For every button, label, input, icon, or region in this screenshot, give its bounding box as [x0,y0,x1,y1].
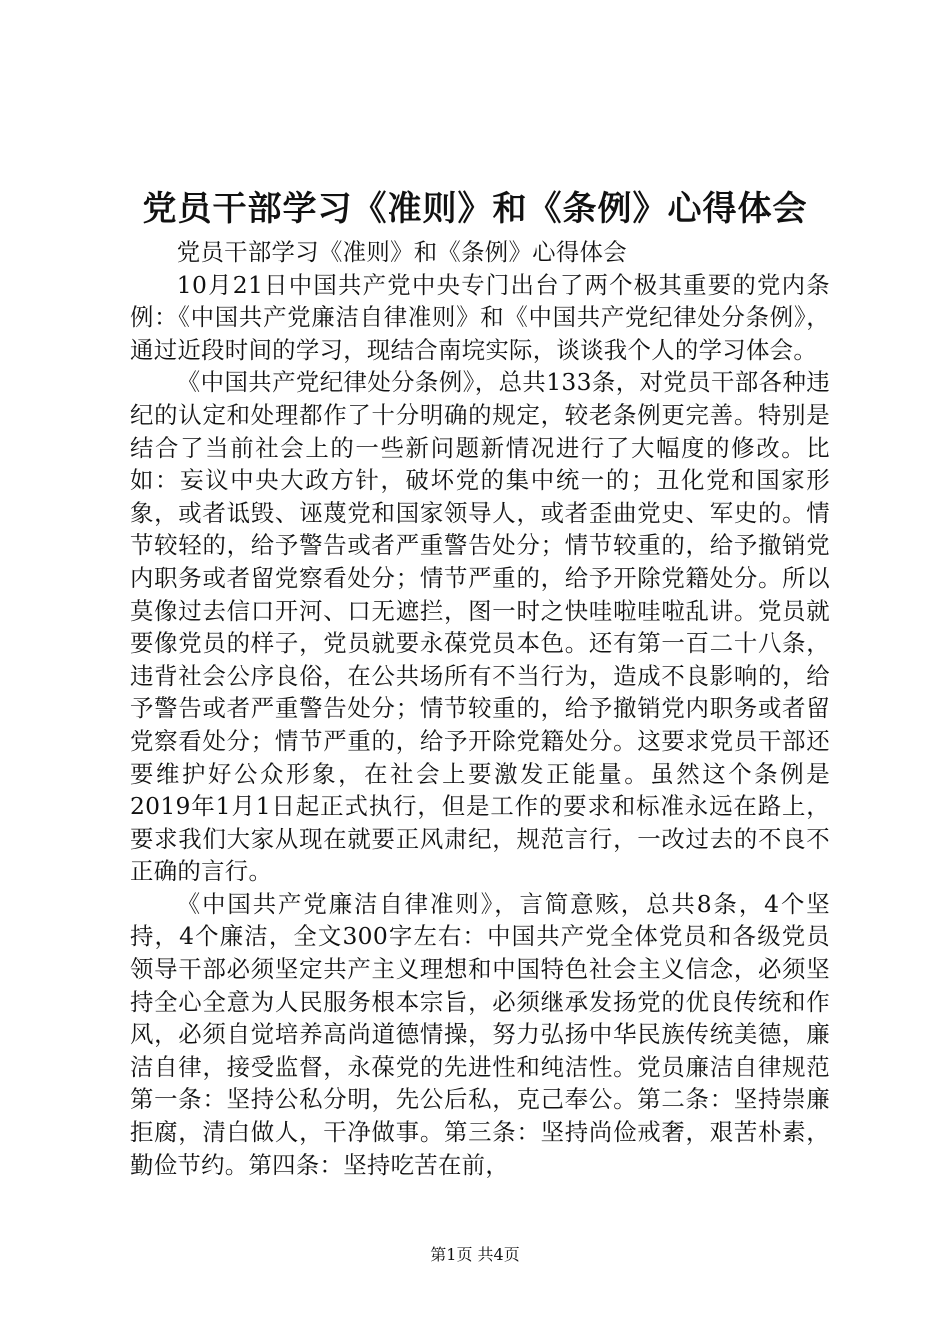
paragraph-regulations: 《中国共产党纪律处分条例》，总共133条，对党员干部各种违纪的认定和处理都作了十分明确的规定，较老条例更完善。特别是结合了当前社会上的一些新问题新情况进行了大幅度的修改。比如：妄议中央大政方针，破坏党的集中统一的；丑化党和国家形象，或者诋毁、诬蔑党和国家领导人，或者歪曲党史、军史的。情节较轻的，给予警告或者严重警告处分；情节较重的，给予撤销党内职务或者留党察看处分；情节严重的，给予开除党籍处分。所以莫像过去信口开河、口无遮拦，图一时之快哇啦哇啦乱讲。党员就要像党员的样子，党员就要永葆党员本色。还有第一百二十八条，违背社会公序良俗，在公共场所有不当行为，造成不良影响的，给予警告或者严重警告处分；情节较重的，给予撤销党内职务或者留党察看处分；情节严重的，给予开除党籍处分。这要求党员干部还要维护好公众形象，在社会上要激发正能量。虽然这个条例是2019年1月1日起正式执行，但是工作的要求和标准永远在路上，要求我们大家从现在就要正风肃纪，规范言行，一改过去的不良不正确的言行。 [130,368,830,886]
paragraph-subtitle: 党员干部学习《准则》和《条例》心得体会 [176,238,627,266]
paragraph-guidelines: 《中国共产党廉洁自律准则》，言简意赅，总共8条，4个坚持，4个廉洁，全文300字左右：中国共产党全体党员和各级党员领导干部必须坚定共产主义理想和中国特色社会主义信念，必须坚持全心全意为人民服务根本宗旨，必须继承发扬党的优良传统和作风，必须自觉培养高尚道德情操，努力弘扬中华民族传统美德，廉洁自律，接受监督，永葆党的先进性和纯洁性。党员廉洁自律规范第一条：坚持公私分明，先公后私，克己奉公。第二条：坚持崇廉拒腐，清白做人，干净做事。第三条：坚持尚俭戒奢，艰苦朴素，勤俭节约。第四条：坚持吃苦在前， [130,889,830,1179]
document-title: 党员干部学习《准则》和《条例》心得体会 [142,189,808,229]
page-footer: 第1页 共4页 [430,1245,520,1264]
paragraph-intro: 10月21日中国共产党中央专门出台了两个极其重要的党内条例：《中国共产党廉洁自律准则》和《中国共产党纪律处分条例》，通过近段时间的学习，现结合南垸实际，谈谈我个人的学习体会。 [130,270,830,364]
document-body [130,236,830,1181]
